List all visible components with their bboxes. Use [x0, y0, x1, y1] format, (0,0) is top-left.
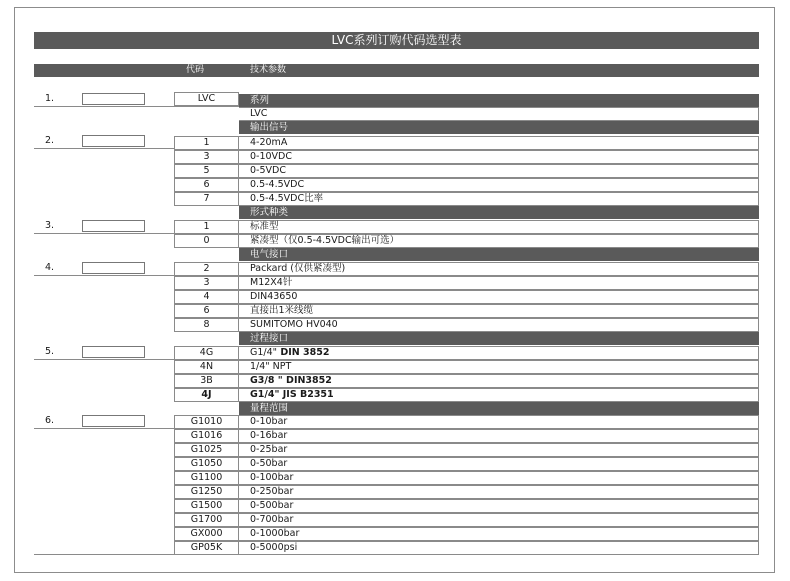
param-cell: 直接出1米线缆 — [239, 304, 759, 318]
code-cell: 0 — [174, 234, 239, 248]
code-cell: 3 — [174, 150, 239, 164]
code-cell: 1 — [174, 136, 239, 150]
section-4-number: 4. — [45, 262, 55, 273]
param-cell: M12X4针 — [239, 276, 759, 290]
param-cell: 0-10VDC — [239, 150, 759, 164]
param-cell: 0-16bar — [239, 429, 759, 443]
param-cell: 0-500bar — [239, 499, 759, 513]
divider — [34, 106, 239, 107]
code-cell: 4N — [174, 360, 239, 374]
param-cell: 4-20mA — [239, 136, 759, 150]
param-cell: 0-50bar — [239, 457, 759, 471]
section-1-number: 1. — [45, 93, 55, 104]
param-cell: Packard (仅供紧凑型) — [239, 262, 759, 276]
section-2-number: 2. — [45, 135, 55, 146]
code-cell: G1700 — [174, 513, 239, 527]
page-title: LVC系列订购代码选型表 — [34, 32, 759, 49]
code-cell: 6 — [174, 178, 239, 192]
param-cell: 0-5VDC — [239, 164, 759, 178]
code-cell: G1016 — [174, 429, 239, 443]
section-5-heading: 过程接口 — [239, 332, 759, 345]
param-cell: 0-5000psi — [239, 541, 759, 555]
code-cell: 2 — [174, 262, 239, 276]
section-2-heading: 输出信号 — [239, 121, 759, 134]
code-cell: G1100 — [174, 471, 239, 485]
code-cell: 3 — [174, 276, 239, 290]
param-cell: G3/8 " DIN3852 — [239, 374, 759, 388]
param-cell: 0-10bar — [239, 415, 759, 429]
code-cell: 8 — [174, 318, 239, 332]
code-cell: GP05K — [174, 541, 239, 555]
section-2-input[interactable] — [82, 135, 145, 147]
code-cell: G1010 — [174, 415, 239, 429]
param-value-part: G1/4" — [250, 347, 278, 358]
param-cell: 0-1000bar — [239, 527, 759, 541]
param-cell: SUMITOMO HV040 — [239, 318, 759, 332]
code-cell: G1500 — [174, 499, 239, 513]
param-column-header: 技术参数 — [250, 65, 287, 75]
section-6-heading: 量程范围 — [239, 402, 759, 415]
section-6-number: 6. — [45, 415, 55, 426]
code-cell: 5 — [174, 164, 239, 178]
section-5-input[interactable] — [82, 346, 145, 358]
param-cell: DIN43650 — [239, 290, 759, 304]
param-cell: 1/4" NPT — [239, 360, 759, 374]
param-cell — [239, 346, 759, 360]
code-cell: 4G — [174, 346, 239, 360]
param-cell: 0-700bar — [239, 513, 759, 527]
code-cell: G1050 — [174, 457, 239, 471]
param-cell: 紧凑型（仅0.5-4.5VDC输出可选） — [239, 234, 759, 248]
section-1-heading: 系列 — [239, 94, 759, 107]
code-cell: 6 — [174, 304, 239, 318]
section-6-input[interactable] — [82, 415, 145, 427]
code-cell: LVC — [174, 92, 239, 106]
section-3-heading: 形式种类 — [239, 206, 759, 219]
param-cell: 0-100bar — [239, 471, 759, 485]
param-cell: 0-25bar — [239, 443, 759, 457]
code-cell: 4 — [174, 290, 239, 304]
code-cell: 4J — [174, 388, 239, 402]
param-cell: LVC — [239, 107, 759, 121]
code-cell: GX000 — [174, 527, 239, 541]
table-header — [34, 64, 759, 77]
param-cell: 0.5-4.5VDC比率 — [239, 192, 759, 206]
code-cell: 7 — [174, 192, 239, 206]
section-3-input[interactable] — [82, 220, 145, 232]
param-cell: 标准型 — [239, 220, 759, 234]
param-cell: 0.5-4.5VDC — [239, 178, 759, 192]
section-4-heading: 电气接口 — [239, 248, 759, 261]
code-cell: 1 — [174, 220, 239, 234]
section-1-input[interactable] — [82, 93, 145, 105]
code-column-header: 代码 — [186, 65, 205, 75]
code-cell: G1250 — [174, 485, 239, 499]
section-4-input[interactable] — [82, 262, 145, 274]
param-value-part: DIN 3852 — [277, 347, 330, 358]
param-cell: 0-250bar — [239, 485, 759, 499]
code-cell: G1025 — [174, 443, 239, 457]
divider — [34, 554, 239, 555]
param-cell: G1/4" JIS B2351 — [239, 388, 759, 402]
section-5-number: 5. — [45, 346, 55, 357]
code-cell: 3B — [174, 374, 239, 388]
section-3-number: 3. — [45, 220, 55, 231]
